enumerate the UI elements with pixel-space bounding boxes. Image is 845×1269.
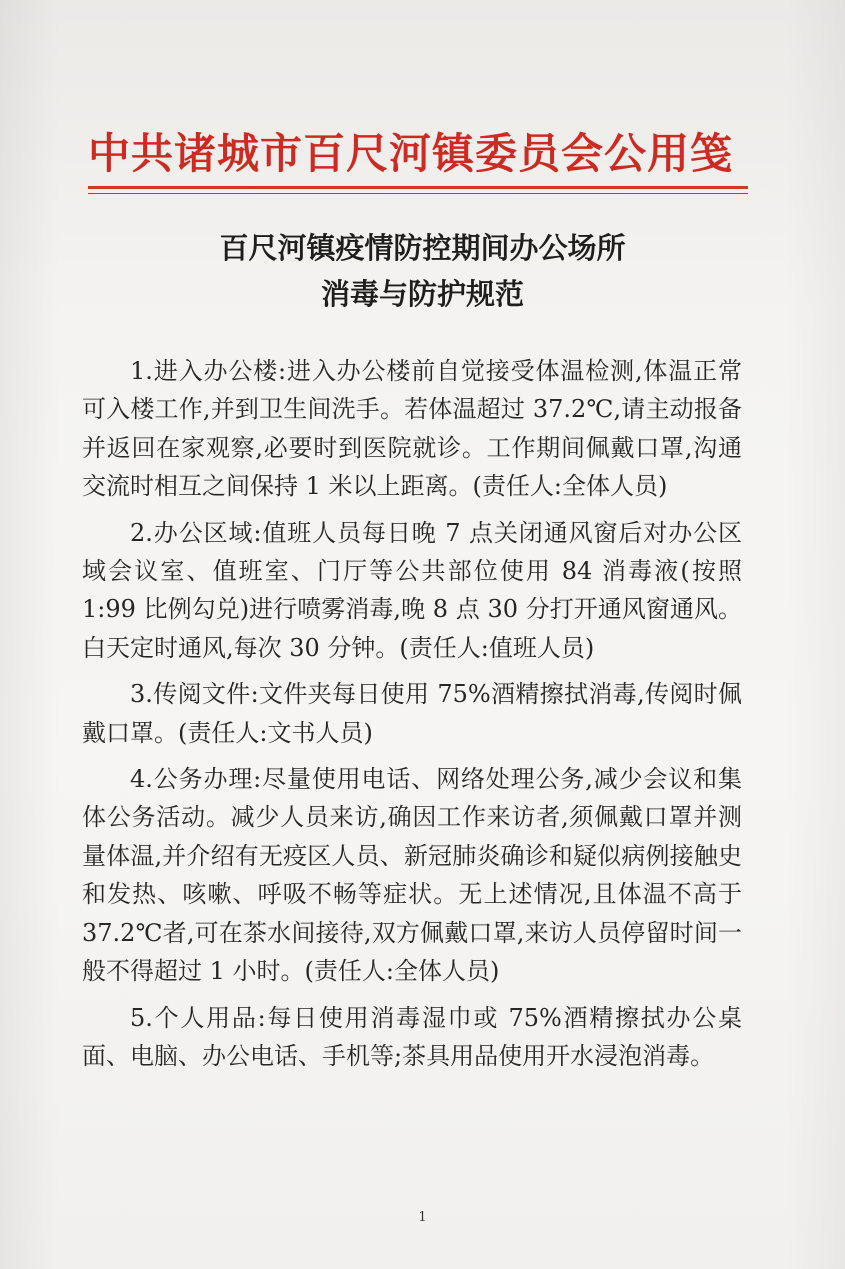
page-number: 1 [418, 1210, 427, 1225]
document-title-line-1: 百尺河镇疫情防控期间办公场所 [219, 231, 626, 265]
paragraph-circulating-documents: 3.传阅文件:文件夹每日使用 75%酒精擦拭消毒,传阅时佩戴口罩。(责任人:文书人员) [82, 680, 742, 747]
paragraph-office-area: 2.办公区域:值班人员每日晚 7 点关闭通风窗后对办公区域会议室、值班室、门厅等公共部位使用 84 消毒液(按照 1:99 比例勾兑)进行喷雾消毒,晚 8 点 30 分打开通风窗通风。白天定时通风,每次 30 分钟。(责任人:值班人员) [82, 518, 742, 662]
paragraph-personal-items: 5.个人用品:每日使用消毒湿巾或 75%酒精擦拭办公桌面、电脑、办公电话、手机等;茶具用品使用开水浸泡消毒。 [82, 1003, 742, 1070]
paper-shadow-right [785, 0, 845, 1269]
document-title-line-2: 消毒与防护规范 [320, 277, 524, 311]
paragraph-entering-building: 1.进入办公楼:进入办公楼前自觉接受体温检测,体温正常可入楼工作,并到卫生间洗手。若体温超过 37.2℃,请主动报备并返回在家观察,必要时到医院就诊。工作期间佩戴口罩,沟通交流时相互之间保持 1 米以上距离。(责任人:全体人员) [82, 357, 742, 501]
letterhead-rule-thick [88, 186, 748, 189]
document-body [82, 352, 742, 1083]
letterhead-rule-thin [88, 193, 748, 194]
letterhead-title: 中共诸城市百尺河镇委员会公用笺 [88, 129, 734, 178]
paragraph-official-business: 4.公务办理:尽量使用电话、网络处理公务,减少会议和集体公务活动。减少人员来访,确因工作来访者,须佩戴口罩并测量体温,并介绍有无疫区人员、新冠肺炎确诊和疑似病例接触史和发热、咳嗽、呼吸不畅等症状。无上述情况,且体温不高于 37.2℃者,可在茶水间接待,双方佩戴口罩,来访人员停留时间一般不得超过 1 小时。(责任人:全体人员) [82, 765, 742, 986]
paper-shadow-left [0, 0, 60, 1269]
